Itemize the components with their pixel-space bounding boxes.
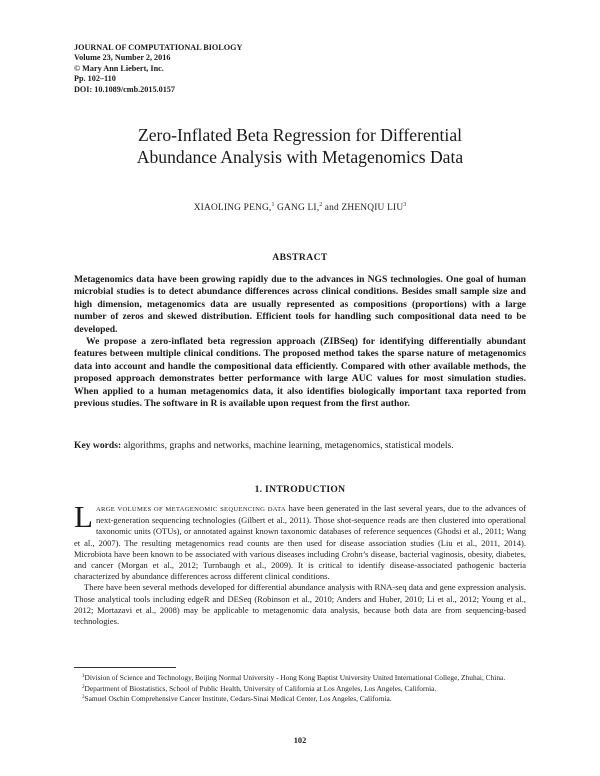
footnotes: [74, 672, 526, 704]
journal-doi: DOI: 10.1089/cmb.2015.0157: [74, 84, 175, 94]
intro-smallcaps-lead: ARGE VOLUMES OF METAGENOMIC SEQUENCING DATA: [95, 506, 286, 513]
footnote-2-text: Department of Biostatistics, School of Public Health, University of California at Los Angeles, Los Angeles, California.: [84, 683, 437, 693]
paper-title: [60, 124, 540, 168]
title-line-2: Abundance Analysis with Metagenomics Data: [136, 147, 464, 167]
keywords: [74, 440, 526, 452]
author-3: and ZHENQIU LIU: [322, 203, 404, 213]
author-2: GANG LI,: [274, 203, 320, 213]
journal-pages: Pp. 102–110: [74, 74, 116, 84]
footnote-3-marker: 3: [82, 695, 85, 701]
author-1-affiliation: 1: [271, 202, 275, 208]
footnote-3-text: Samuel Oschin Comprehensive Cancer Institute, Cedars-Sinai Medical Center, Los Angeles, California.: [84, 694, 392, 704]
page-number: 102: [293, 736, 307, 745]
footnote-2-marker: 2: [82, 684, 85, 690]
keywords-text: algorithms, graphs and networks, machine learning, metagenomics, statistical models.: [121, 440, 454, 451]
footnote-3: [74, 693, 526, 704]
title-line-1: Zero-Inflated Beta Regression for Differential: [137, 125, 463, 145]
introduction-body: [74, 499, 526, 627]
keywords-label: Key words:: [74, 440, 122, 451]
footnote-2: [74, 683, 526, 694]
abstract-paragraph-1: Metagenomics data have been growing rapidly due to the advances in NGS technologies. One goal of human microbial studies is to detect abundance differences across clinical conditions. Besides small sample size and high dimension, metagenomics data are usually represented as compositions (proportions) with a large number of zeros and skewed distribution. Efficient tools for handling such compositional data need to be developed.: [74, 274, 526, 335]
journal-volume: Volume 23, Number 2, 2016: [74, 53, 171, 63]
footnote-1: [74, 672, 526, 683]
footnote-rule: [74, 667, 176, 668]
intro-paragraph-1-text: have been generated in the last several years, due to the advances of next-generation sequencing technologies (Gilbert et al., 2011). Those shot-sequence reads are then clustered into operational taxonomic units (OTUs), or annotated against known taxonomic databases of reference sequences (Ghodsi et al., 2011; Wang et al., 2007). The resulting metagenomics read counts are then used for disease association studies (Liu et al., 2011, 2014). Microbiota have been known to be associated with various diseases including Crohn’s disease, bacterial vaginosis, obesity, diabetes, and cancer (Morgan et al., 2012; Turnbaugh et al., 2009). It is critical to identify disease-associated pathogenic bacteria characterized by abundance differences across different clinical conditions.: [74, 503, 526, 582]
footnote-1-text: Division of Science and Technology, Beijing Normal University - Hong Kong Baptist University United International College, Zhuhai, China.: [84, 673, 506, 682]
abstract-body: [74, 274, 526, 410]
drop-cap: L: [74, 499, 93, 534]
author-3-affiliation: 3: [403, 202, 407, 208]
section-heading-introduction: 1. INTRODUCTION: [254, 484, 346, 495]
abstract-heading: ABSTRACT: [272, 252, 328, 263]
author-list: [60, 202, 540, 213]
journal-copyright: © Mary Ann Liebert, Inc.: [74, 63, 164, 73]
journal-name: JOURNAL OF COMPUTATIONAL BIOLOGY: [74, 43, 243, 52]
journal-header: [74, 43, 242, 95]
abstract-paragraph-2: We propose a zero-inflated beta regression approach (ZIBSeq) for identifying differentially abundant features between multiple clinical conditions. The proposed method takes the sparse nature of metagenomics data into account and handle the compositional data efficiently. Compared with other available methods, the proposed approach demonstrates better performance with large AUC values for most simulation studies. When applied to a human metagenomics data, it also identifies biologically important taxa reported from previous studies. The software in R is available upon request from the first author.: [74, 336, 526, 410]
intro-paragraph-1: [74, 499, 526, 582]
author-1: XIAOLING PENG,: [193, 203, 272, 213]
author-2-affiliation: 2: [319, 202, 323, 208]
footnote-1-marker: 1: [82, 674, 85, 679]
intro-paragraph-2: There have been several methods developed for differential abundance analysis with RNA-seq data and gene expression analysis. Those analytical tools including edgeR and DESeq (Robinson et al., 2010; Anders and Huber, 2010; Li et al., 2012; Young et al., 2012; Mortazavi et al., 2008) may be applicable to metagenomic data analysis, because both data are from sequencing-based technologies.: [74, 582, 526, 627]
